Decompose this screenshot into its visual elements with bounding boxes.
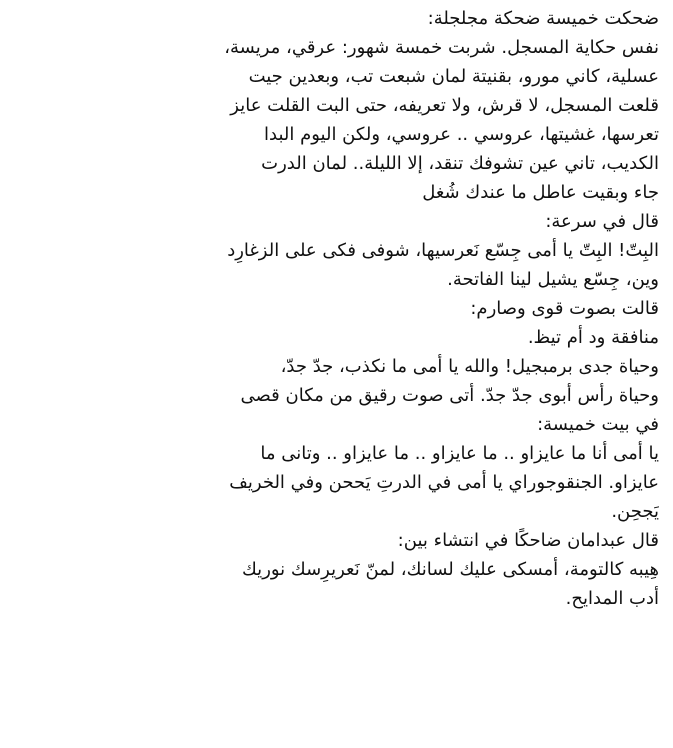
text-line-2: نفس حكاية المسجل. شربت خمسة شهور: عرقي، مريسة، (224, 37, 659, 58)
text-line-7: جاء وبقيت عاطل ما عندك شُغل (422, 182, 659, 203)
text-line-3: عسلية، كاني مورو، بقنيتة لمان شبعت تب، وبعدين جيت (248, 66, 659, 87)
text-line-8: قال في سرعة: (545, 211, 659, 232)
text-line-9: البِتّ! البِتّ يا أمى جِسّع نَعرسيها، شوفى فكى على الزغارِد (227, 240, 659, 261)
text-line-5: تعرسها، غشيتها، عروسي .. عروسي، ولكن اليوم البدا (264, 124, 659, 145)
text-line-6: الكديب، تاني عين تشوفك تنقد، إلا الليلة.. لمان الدرت (261, 153, 659, 174)
text-line-4: قلعت المسجل، لا قرش، ولا تعريفه، حتى البت القلت عايز (230, 95, 659, 116)
text-line-14: وحياة رأس أبوى جدّ جدّ. أتى صوت رقيق من مكان قصى (240, 385, 659, 406)
text-line-11: قالت بصوت قوى وصارم: (470, 298, 659, 319)
text-line-12: منافقة ود أم تيظ. (527, 327, 659, 348)
text-line-20: هِيبه كالتومة، أمسكى عليك لسانك، لمنّ نَعريرِسك نوريك (242, 559, 659, 580)
text-line-18: يَجحِن. (611, 501, 659, 522)
text-line-16: يا أمى أنا ما عايزاو .. ما عايزاو .. ما عايزاو .. وتانى ما (260, 443, 659, 464)
text-line-21: أدب المدايح. (565, 588, 659, 609)
document-body (10, 4, 659, 613)
text-line-13: وحياة جدى برمبجيل! والله يا أمى ما نكذب، جدّ جدّ، (280, 356, 659, 377)
text-line-17: عايزاو. الجنقوجوراي يا أمى في الدرتِ يَححن وفي الخريف (229, 472, 659, 493)
text-line-19: قال عبدامان ضاحكًا في انتشاء بين: (397, 530, 659, 551)
text-line-10: وين، جِسّع يشيل لينا الفاتحة. (447, 269, 659, 290)
text-line-15: في بيت خميسة: (537, 414, 659, 435)
text-line-1: ضحكت خميسة ضحكة مجلجلة: (427, 8, 659, 29)
